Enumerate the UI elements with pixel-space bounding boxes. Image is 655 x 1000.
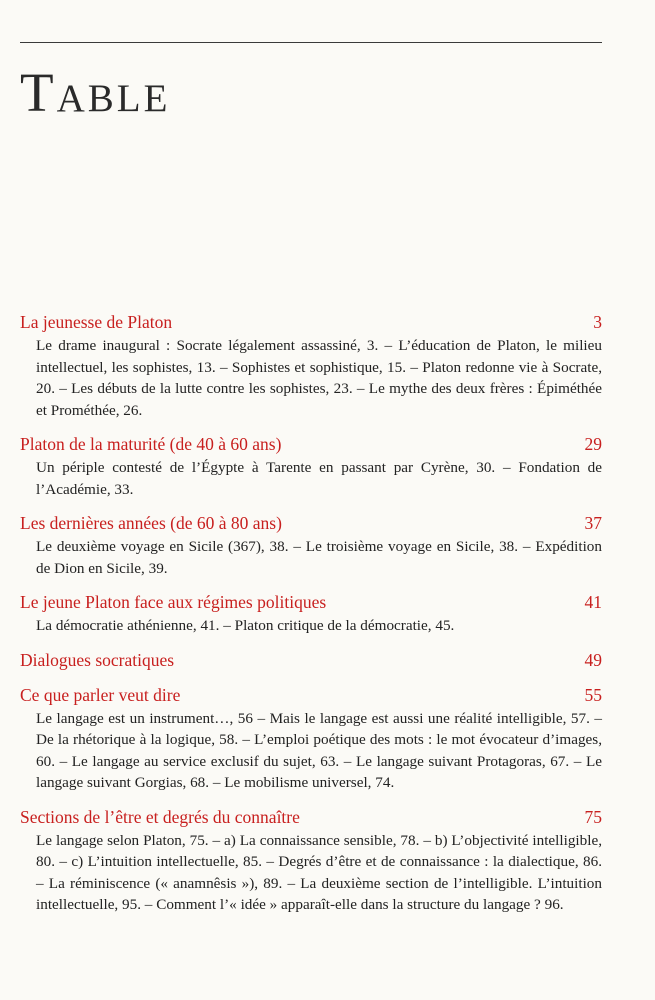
toc-heading: [20, 590, 602, 614]
toc-page-number: 75: [584, 806, 602, 827]
toc-heading-title: Sections de l’être et degrés du connaître: [20, 806, 300, 827]
toc-entry: [20, 310, 602, 421]
toc-summary: Le drame inaugural : Socrate légalement assassiné, 3. – L’éducation de Platon, le milieu intellectuel, les sophistes, 13. – Sophistes et sophistique, 15. – Platon redonne vie à Socrate, 20. – Les débuts de la lutte contre les sophistes, 23. – Le mythe des deux frères : Épiméthée et Prométhée, 26.: [36, 337, 602, 419]
toc-heading-title: Dialogues socratiques: [20, 649, 175, 670]
toc-page-number: 55: [584, 684, 602, 705]
toc-heading: [20, 648, 602, 672]
toc-heading-title: Les dernières années (de 60 à 80 ans): [20, 513, 282, 533]
toc-heading-title: La jeunesse de Platon: [20, 312, 173, 332]
toc-heading-title: Ce que parler veut dire: [20, 684, 181, 705]
toc-heading: [20, 310, 602, 334]
toc-entry: [20, 432, 602, 500]
toc-page-number: 3: [593, 312, 602, 332]
toc-heading: [20, 683, 602, 707]
toc-entry: [20, 511, 602, 579]
toc-page-number: 41: [584, 592, 602, 612]
toc-heading-title: Le jeune Platon face aux régimes politiques: [20, 592, 327, 612]
toc-entry: [20, 590, 602, 637]
toc-heading: [20, 805, 602, 829]
table-of-contents: [20, 310, 602, 927]
page-title: Table: [20, 62, 171, 123]
toc-summary: Le deuxième voyage en Sicile (367), 38. – Le troisième voyage en Sicile, 38. – Expédition de Dion en Sicile, 39.: [36, 538, 602, 577]
toc-page-number: 37: [584, 513, 602, 533]
toc-heading: [20, 511, 602, 535]
toc-summary: Le langage est un instrument…, 56 – Mais le langage est aussi une réalité intelligible, 57. – De la rhétorique à la logique, 58. – L’emploi poétique des mots : le mot évocateur d’images, 60. – Le langage au service exclusif du sujet, 63. – Le langage suivant Protagoras, 67. – Le langage suivant Gorgias, 68. – Le mobilisme universel, 74.: [36, 709, 602, 791]
toc-summary: Le langage selon Platon, 75. – a) La connaissance sensible, 78. – b) L’objectivité intelligible, 80. – c) L’intuition intellectuelle, 85. – Degrés d’être et de connaissance : la dialectique, 86. – La réminiscence (« anamnêsis »), 89. – La deuxième section de l’intelligible. L’intuition intellectuelle, 95. – Comment l’« idée » apparaît-elle dans la structure du langage ? 96.: [36, 831, 602, 913]
toc-page-number: 49: [584, 649, 602, 670]
toc-summary: La démocratie athénienne, 41. – Platon critique de la démocratie, 45.: [36, 617, 455, 634]
toc-summary: Un périple contesté de l’Égypte à Tarente en passant par Cyrène, 30. – Fondation de l’Académie, 33.: [36, 459, 602, 498]
toc-entry: [20, 683, 602, 794]
toc-entry: [20, 648, 602, 672]
toc-heading: [20, 432, 602, 456]
top-rule: [20, 42, 602, 43]
toc-entry: [20, 805, 602, 916]
toc-page-number: 29: [584, 434, 602, 454]
toc-heading-title: Platon de la maturité (de 40 à 60 ans): [20, 434, 282, 454]
